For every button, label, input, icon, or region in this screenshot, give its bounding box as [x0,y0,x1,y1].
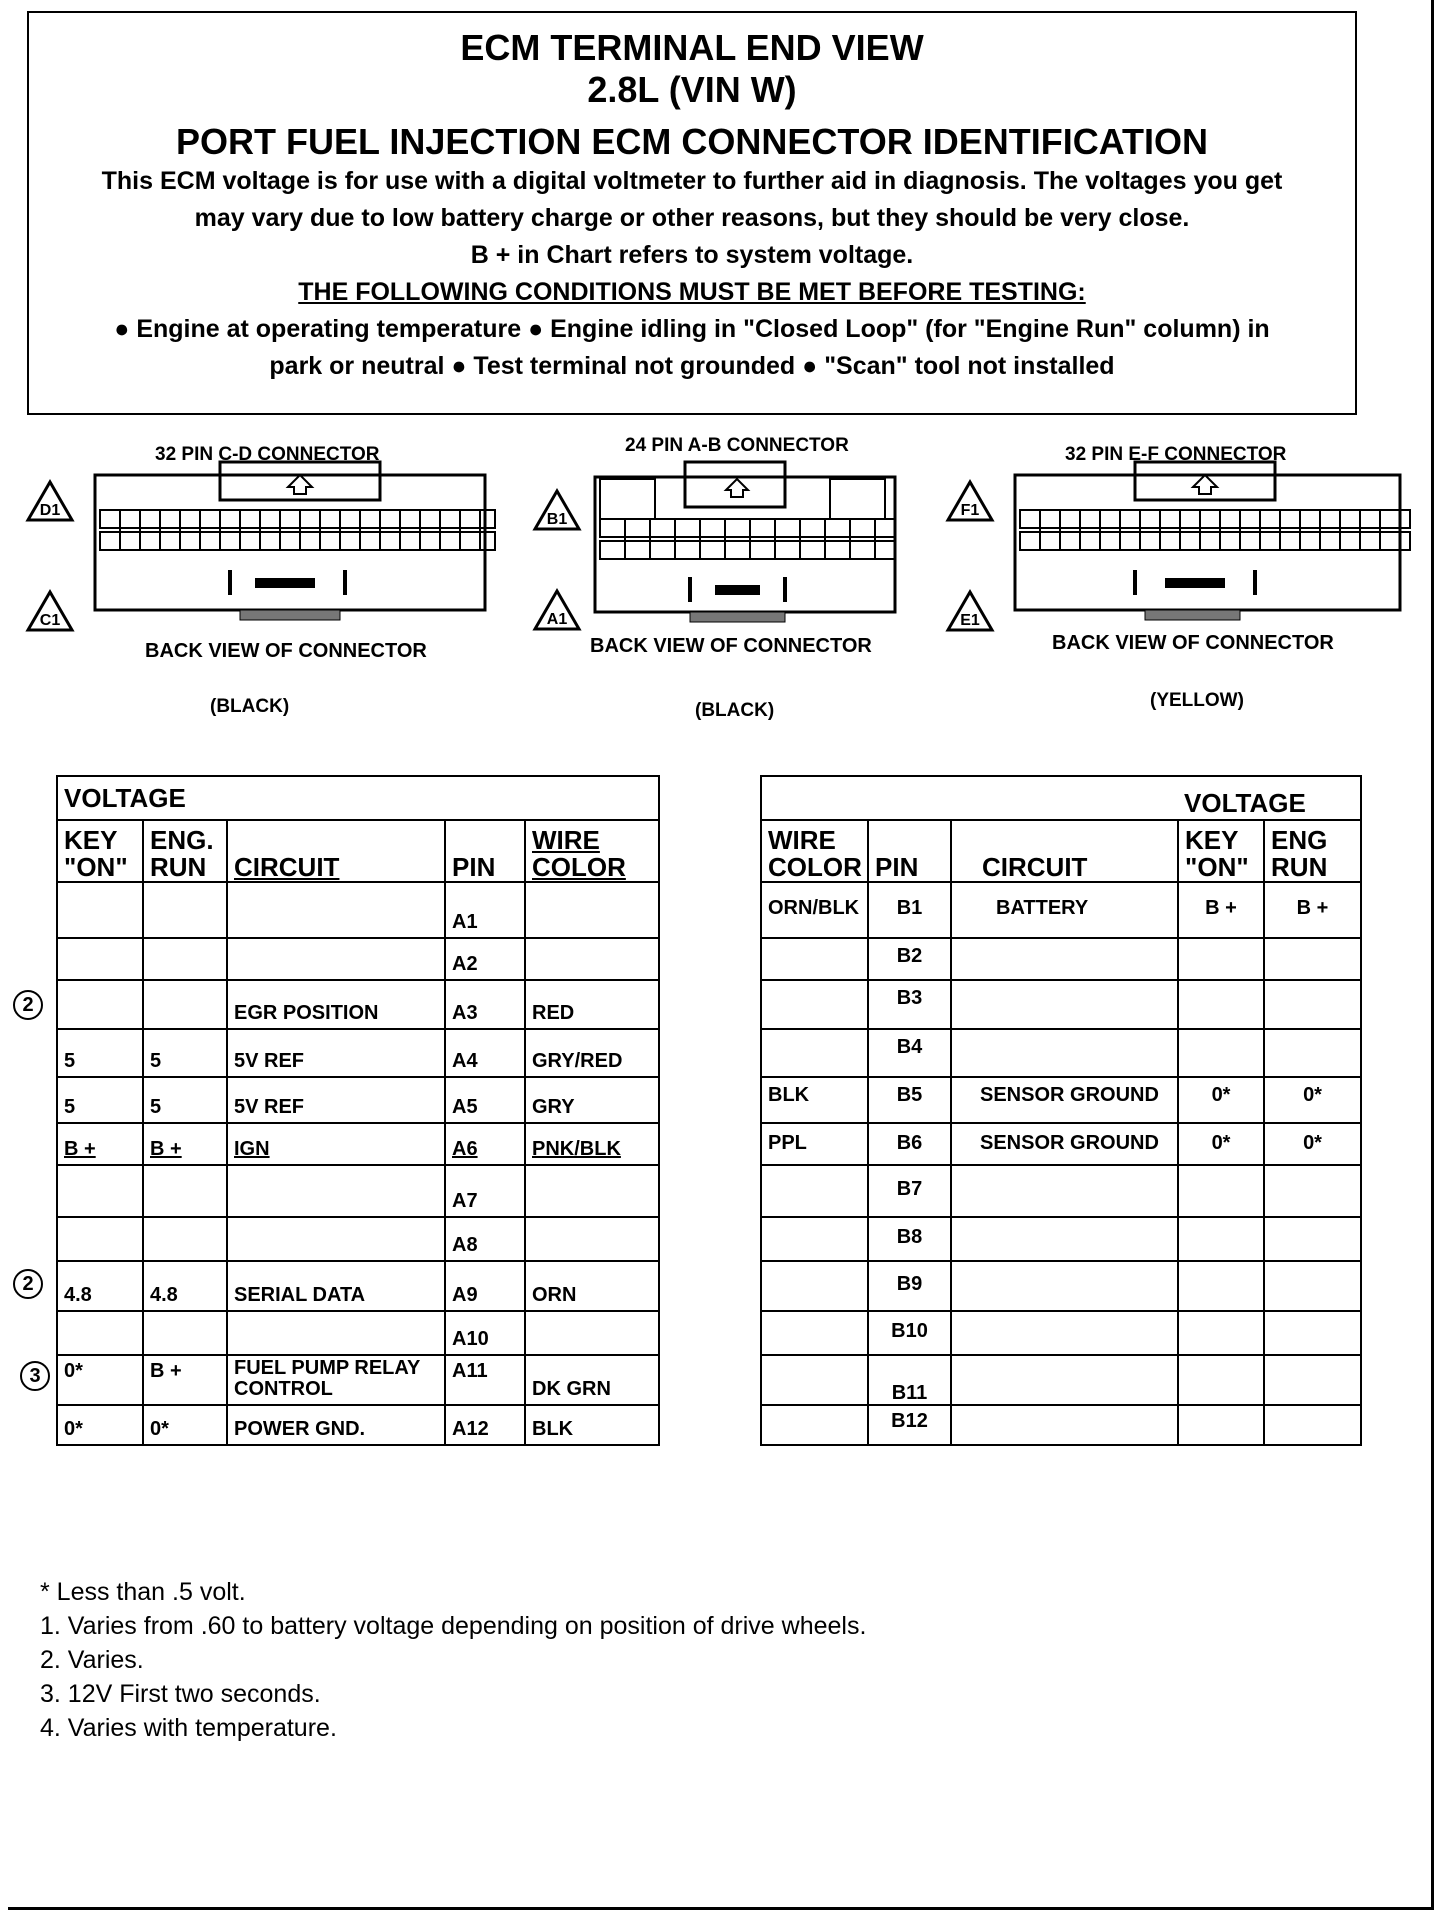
cell-key-on [57,1311,143,1355]
cell-key-on [1178,1311,1264,1355]
cell-key-on [57,938,143,980]
table-row [761,1077,1361,1123]
cell-eng-run [1264,1355,1361,1405]
cell-key-on: B + [1178,882,1264,938]
table-header-row [57,820,659,882]
cell-wire: BLK [525,1405,659,1445]
cell-eng-run [143,1217,227,1261]
cell-key-on [1178,938,1264,980]
cell-eng-run: 0* [143,1405,227,1445]
cell-pin: A12 [445,1405,525,1445]
cell-eng-run [1264,1261,1361,1311]
header-box [27,11,1357,415]
cell-eng-run: 5 [143,1077,227,1123]
connector-ef-diagram [940,460,1420,650]
table-b [760,775,1362,1446]
cell-pin: A5 [445,1077,525,1123]
cell-circuit: 5V REF [227,1029,445,1077]
cell-eng-run [1264,1029,1361,1077]
cell-circuit: SERIAL DATA [227,1261,445,1311]
header-wire-color: WIRE COLOR [761,820,868,882]
cell-wire [761,1405,868,1445]
cell-key-on: 5 [57,1077,143,1123]
table-row [761,1029,1361,1077]
cell-circuit: 5V REF [227,1077,445,1123]
pin-label-d1: D1 [39,502,61,519]
cell-eng-run: B + [143,1123,227,1165]
table-row [57,1261,659,1311]
header-key-on: KEY "ON" [1178,820,1264,882]
connector-ab [530,435,910,720]
table-row [57,980,659,1029]
cell-eng-run [1264,980,1361,1029]
cell-eng-run: 0* [1264,1077,1361,1123]
table-row [57,1077,659,1123]
connector-caption: BACK VIEW OF CONNECTOR [1052,632,1334,654]
cell-eng-run [1264,1217,1361,1261]
connector-caption: BACK VIEW OF CONNECTOR [145,640,427,662]
table-a [56,775,660,1446]
pin-label-e1: E1 [960,612,980,629]
cell-wire [761,1165,868,1217]
cell-key-on [1178,1405,1264,1445]
voltage-heading-spacer [761,776,1178,820]
table-row [761,980,1361,1029]
table-row [761,1217,1361,1261]
cell-wire: RED [525,980,659,1029]
connector-color: (BLACK) [210,696,290,717]
cell-key-on: 0* [1178,1123,1264,1165]
conditions-line-1: ● Engine at operating temperature ● Engine idling in "Closed Loop" (for "Engine Run" column) in [114,315,1270,343]
table-row [761,1405,1361,1445]
cell-wire: BLK [761,1077,868,1123]
cell-circuit: IGN [227,1123,445,1165]
table-row [57,1123,659,1165]
header-key-on: KEY "ON" [57,820,143,882]
footnote: 4. Varies with temperature. [40,1714,337,1742]
table-row [761,1355,1361,1405]
table-row [761,1311,1361,1355]
cell-key-on: B + [57,1123,143,1165]
cell-eng-run: B + [143,1355,227,1405]
cell-wire [761,1311,868,1355]
cell-key-on [57,1165,143,1217]
cell-pin: B5 [868,1077,951,1123]
cell-circuit [951,1165,1178,1217]
cell-eng-run [1264,938,1361,980]
cell-pin: B6 [868,1123,951,1165]
cell-circuit [227,1165,445,1217]
intro-line-2: may vary due to low battery charge or other reasons, but they should be very close. [194,204,1190,232]
cell-circuit [951,980,1178,1029]
page-title: ECM TERMINAL END VIEW [460,27,924,68]
cell-circuit: BATTERY [951,882,1178,938]
table-row [761,1165,1361,1217]
cell-circuit [951,1261,1178,1311]
cell-circuit [227,938,445,980]
connector-ef [940,440,1420,720]
cell-wire [525,1165,659,1217]
cell-eng-run [143,882,227,938]
footnote: 3. 12V First two seconds. [40,1680,321,1708]
cell-pin: A11 [445,1355,525,1405]
cell-wire: GRY/RED [525,1029,659,1077]
cell-key-on [57,980,143,1029]
note-marker: 3 [20,1361,50,1391]
connector-cd-diagram [20,460,500,650]
cell-key-on: 0* [57,1405,143,1445]
cell-eng-run: 0* [1264,1123,1361,1165]
cell-wire: PNK/BLK [525,1123,659,1165]
cell-wire [761,1217,868,1261]
cell-wire [761,1261,868,1311]
cell-pin: A8 [445,1217,525,1261]
table-row [57,1405,659,1445]
cell-key-on [1178,1029,1264,1077]
cell-key-on: 0* [57,1355,143,1405]
footnote: * Less than .5 volt. [40,1578,246,1606]
footnote: 1. Varies from .60 to battery voltage depending on position of drive wheels. [40,1612,867,1640]
cell-eng-run [143,1311,227,1355]
cell-eng-run [143,980,227,1029]
cell-wire [761,938,868,980]
cell-pin: B3 [868,980,951,1029]
connector-caption: BACK VIEW OF CONNECTOR [590,635,872,657]
cell-circuit [951,1311,1178,1355]
table-row [761,1123,1361,1165]
header-pin: PIN [868,820,951,882]
cell-circuit [951,938,1178,980]
pin-label-c1: C1 [39,612,61,629]
cell-wire [761,1029,868,1077]
cell-pin: A9 [445,1261,525,1311]
cell-pin: B9 [868,1261,951,1311]
cell-key-on: 0* [1178,1077,1264,1123]
cell-wire [761,980,868,1029]
table-row [57,1355,659,1405]
conditions-line-2: park or neutral ● Test terminal not grounded ● "Scan" tool not installed [269,352,1115,380]
cell-circuit [951,1355,1178,1405]
footnote: 2. Varies. [40,1646,144,1674]
cell-pin: A10 [445,1311,525,1355]
cell-pin: A6 [445,1123,525,1165]
cell-wire: DK GRN [525,1355,659,1405]
pin-label-b1: B1 [546,511,568,528]
cell-wire: PPL [761,1123,868,1165]
connector-title: 32 PIN E-F CONNECTOR [1065,444,1287,465]
voltage-heading: VOLTAGE [1178,776,1361,820]
cell-wire [525,882,659,938]
cell-key-on [1178,1217,1264,1261]
cell-eng-run [143,938,227,980]
header-eng-run: ENG. RUN [143,820,227,882]
note-marker: 2 [13,1269,43,1299]
cell-pin: B11 [868,1355,951,1405]
connector-color: (YELLOW) [1150,690,1244,711]
cell-eng-run [1264,1405,1361,1445]
header-eng-run: ENG RUN [1264,820,1361,882]
table-row [57,938,659,980]
connector-title: 32 PIN C-D CONNECTOR [155,444,380,465]
table-row [57,1165,659,1217]
cell-pin: A7 [445,1165,525,1217]
table-row [57,1029,659,1077]
pin-label-a1: A1 [546,611,568,628]
connector-cd [20,440,500,720]
cell-pin: B4 [868,1029,951,1077]
cell-eng-run: 5 [143,1029,227,1077]
connector-title: 24 PIN A-B CONNECTOR [625,435,849,456]
voltage-heading: VOLTAGE [57,776,659,820]
cell-circuit: FUEL PUMP RELAY CONTROL [227,1355,445,1405]
cell-wire: ORN/BLK [761,882,868,938]
cell-eng-run [143,1165,227,1217]
intro-line-3: B + in Chart refers to system voltage. [470,241,914,269]
cell-circuit [951,1405,1178,1445]
cell-wire [761,1355,868,1405]
cell-key-on [1178,1165,1264,1217]
cell-wire: GRY [525,1077,659,1123]
cell-eng-run [1264,1165,1361,1217]
cell-circuit [227,1311,445,1355]
cell-eng-run: 4.8 [143,1261,227,1311]
engine-label: 2.8L (VIN W) [587,69,797,110]
cell-pin: A1 [445,882,525,938]
header-pin: PIN [445,820,525,882]
cell-circuit [951,1217,1178,1261]
cell-key-on [57,1217,143,1261]
cell-wire: ORN [525,1261,659,1311]
cell-pin: B12 [868,1405,951,1445]
header-wire-color: WIRE COLOR [525,820,659,882]
cell-circuit: POWER GND. [227,1405,445,1445]
cell-circuit [227,882,445,938]
pin-label-f1: F1 [960,502,980,519]
cell-key-on: 4.8 [57,1261,143,1311]
cell-circuit: SENSOR GROUND [951,1123,1178,1165]
cell-key-on [57,882,143,938]
cell-pin: B2 [868,938,951,980]
cell-pin: A3 [445,980,525,1029]
cell-pin: A2 [445,938,525,980]
table-row [57,1217,659,1261]
table-row [761,938,1361,980]
cell-wire [525,938,659,980]
cell-wire [525,1311,659,1355]
footnotes [40,1575,866,1745]
cell-eng-run: B + [1264,882,1361,938]
cell-pin: B7 [868,1165,951,1217]
cell-key-on [1178,980,1264,1029]
conditions-heading: THE FOLLOWING CONDITIONS MUST BE MET BEFORE TESTING: [298,278,1086,306]
table-row [57,1311,659,1355]
table-header-row [761,820,1361,882]
cell-circuit [951,1029,1178,1077]
cell-pin: B1 [868,882,951,938]
cell-key-on [1178,1355,1264,1405]
table-row [761,882,1361,938]
cell-pin: B8 [868,1217,951,1261]
table-row [761,1261,1361,1311]
cell-wire [525,1217,659,1261]
connector-ab-diagram [530,457,910,647]
note-marker: 2 [13,990,43,1020]
header-circuit: CIRCUIT [951,820,1178,882]
page-subtitle: PORT FUEL INJECTION ECM CONNECTOR IDENTIFICATION [175,121,1209,162]
header-circuit: CIRCUIT [227,820,445,882]
cell-circuit: EGR POSITION [227,980,445,1029]
connector-color: (BLACK) [695,700,775,721]
table-row [57,882,659,938]
cell-circuit [227,1217,445,1261]
intro-line-1: This ECM voltage is for use with a digital voltmeter to further aid in diagnosis. The voltages you get [101,167,1283,195]
cell-key-on: 5 [57,1029,143,1077]
cell-pin: B10 [868,1311,951,1355]
cell-eng-run [1264,1311,1361,1355]
cell-circuit: SENSOR GROUND [951,1077,1178,1123]
cell-key-on [1178,1261,1264,1311]
cell-pin: A4 [445,1029,525,1077]
